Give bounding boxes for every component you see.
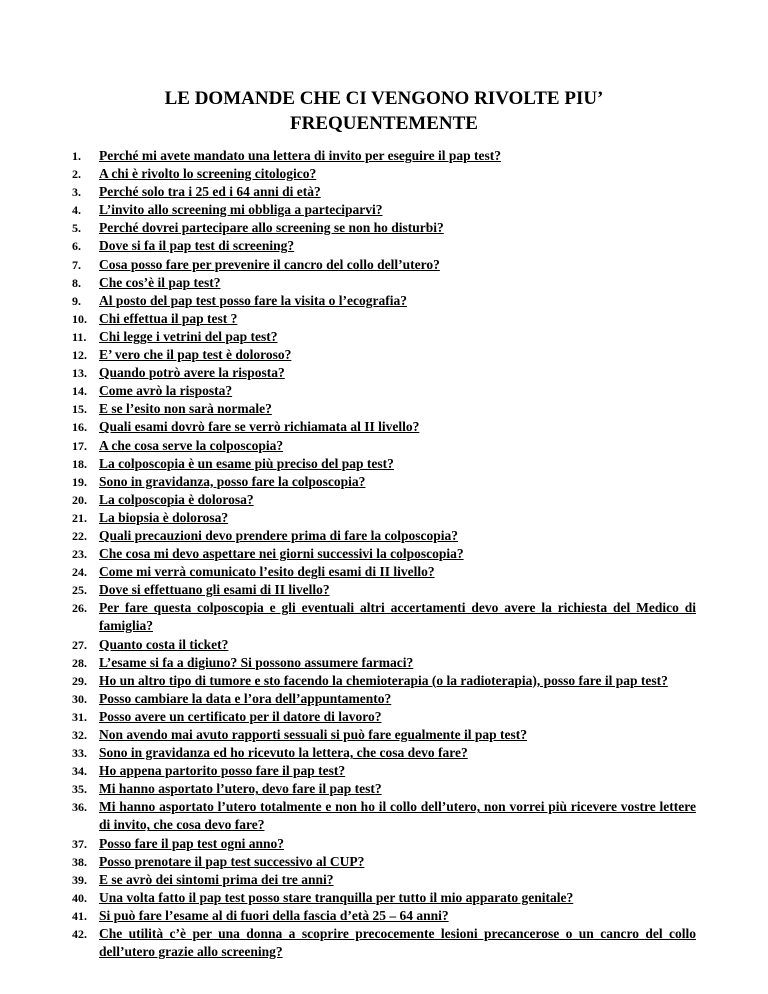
faq-item-number: 31. xyxy=(72,709,87,724)
faq-item xyxy=(72,455,696,473)
faq-item xyxy=(72,581,696,599)
faq-item-number: 32. xyxy=(72,728,87,742)
faq-item-number: 40. xyxy=(72,890,87,905)
faq-item-number: 2. xyxy=(72,167,81,182)
faq-item-number: 9. xyxy=(72,293,81,308)
faq-item-number: 14. xyxy=(72,384,87,399)
faq-item-number: 1. xyxy=(72,149,81,163)
faq-item xyxy=(72,400,696,418)
faq-item-number: 18. xyxy=(72,456,87,471)
faq-question-link[interactable]: Mi hanno asportato l’utero, devo fare il pap test? xyxy=(99,781,382,797)
faq-item xyxy=(72,147,696,165)
faq-item-number: 39. xyxy=(72,872,87,887)
faq-item xyxy=(72,798,696,834)
faq-item xyxy=(72,437,696,455)
faq-question-link[interactable]: Dove si effettuano gli esami di II livello? xyxy=(99,582,330,598)
faq-item xyxy=(72,907,696,925)
faq-item-number: 20. xyxy=(72,492,87,507)
faq-question-link[interactable]: E se l’esito non sarà normale? xyxy=(99,401,272,417)
faq-item-number: 24. xyxy=(72,565,87,580)
faq-item xyxy=(72,418,696,436)
faq-question-link[interactable]: Dove si fa il pap test di screening? xyxy=(99,238,295,254)
faq-question-link[interactable]: Quali precauzioni devo prendere prima di fare la colposcopia? xyxy=(99,527,459,543)
faq-question-link[interactable]: Posso avere un certificato per il datore di lavoro? xyxy=(99,708,382,724)
faq-item-number: 15. xyxy=(72,402,87,417)
faq-item-number: 33. xyxy=(72,746,87,761)
faq-item-number: 42. xyxy=(72,927,87,942)
faq-item-number: 21. xyxy=(72,510,87,525)
faq-item xyxy=(72,654,696,672)
faq-question-link[interactable]: Per fare questa colposcopia e gli eventuali altri accertamenti devo avere la richiesta del Medico di famiglia? xyxy=(99,600,696,634)
faq-item xyxy=(72,545,696,563)
faq-item-number: 28. xyxy=(72,655,87,670)
faq-item-number: 5. xyxy=(72,221,81,236)
faq-item xyxy=(72,690,696,708)
faq-item xyxy=(72,672,696,690)
faq-item xyxy=(72,473,696,491)
faq-item-number: 25. xyxy=(72,583,87,598)
faq-item-number: 17. xyxy=(72,438,87,453)
faq-item xyxy=(72,835,696,853)
faq-item-number: 26. xyxy=(72,601,87,616)
faq-item xyxy=(72,364,696,382)
faq-question-link[interactable]: Non avendo mai avuto rapporti sessuali si può fare egualmente il pap test? xyxy=(99,727,528,742)
faq-item xyxy=(72,780,696,798)
faq-question-link[interactable]: Sono in gravidanza, posso fare la colposcopia? xyxy=(99,473,366,489)
faq-item xyxy=(72,219,696,237)
faq-item xyxy=(72,563,696,581)
faq-question-link[interactable]: Chi legge i vetrini del pap test? xyxy=(99,328,278,344)
faq-item-number: 35. xyxy=(72,782,87,797)
faq-question-link[interactable]: Mi hanno asportato l’utero totalmente e non ho il collo dell’utero, non vorrei più ricevere vostre lettere di invito, che cosa devo fare? xyxy=(99,799,696,833)
faq-item xyxy=(72,889,696,907)
faq-item-number: 13. xyxy=(72,366,87,381)
faq-item xyxy=(72,491,696,509)
faq-item xyxy=(72,201,696,219)
faq-question-link[interactable]: Cosa posso fare per prevenire il cancro del collo dell’utero? xyxy=(99,256,440,272)
faq-question-link[interactable]: Quali esami dovrò fare se verrò richiamata al II livello? xyxy=(99,419,420,435)
faq-question-link[interactable]: Al posto del pap test posso fare la visita o l’ecografia? xyxy=(99,292,407,308)
faq-item xyxy=(72,853,696,871)
faq-item-number: 29. xyxy=(72,673,87,688)
faq-question-link[interactable]: A che cosa serve la colposcopia? xyxy=(99,437,284,453)
faq-item xyxy=(72,328,696,346)
faq-question-link[interactable]: Quando potrò avere la risposta? xyxy=(99,365,285,381)
faq-item xyxy=(72,708,696,726)
faq-question-link[interactable]: Che utilità c’è per una donna a scoprire precocemente lesioni precancerose o un cancro del collo dell’utero grazie allo screening? xyxy=(99,926,696,960)
faq-item-number: 30. xyxy=(72,691,87,706)
faq-question-link[interactable]: La colposcopia è un esame più preciso del pap test? xyxy=(99,455,394,471)
faq-item xyxy=(72,726,696,744)
faq-item xyxy=(72,509,696,527)
faq-item-number: 7. xyxy=(72,257,81,272)
faq-item xyxy=(72,256,696,274)
faq-question-link[interactable]: Ho appena partorito posso fare il pap test? xyxy=(99,763,346,779)
faq-question-link[interactable]: L’invito allo screening mi obbliga a parteciparvi? xyxy=(99,202,383,218)
faq-item xyxy=(72,183,696,201)
faq-question-link[interactable]: Che cosa mi devo aspettare nei giorni successivi la colposcopia? xyxy=(99,546,464,562)
faq-item xyxy=(72,762,696,780)
faq-question-link[interactable]: La colposcopia è dolorosa? xyxy=(99,491,254,507)
faq-item-number: 6. xyxy=(72,239,81,254)
faq-item-number: 36. xyxy=(72,800,87,815)
faq-question-link[interactable]: Si può fare l’esame al di fuori della fascia d’età 25 – 64 anni? xyxy=(99,907,449,923)
faq-item xyxy=(72,310,696,328)
faq-question-link[interactable]: Perché mi avete mandato una lettera di invito per eseguire il pap test? xyxy=(99,148,501,163)
faq-item-number: 4. xyxy=(72,203,81,218)
faq-question-link[interactable]: L’esame si fa a digiuno? Si possono assumere farmaci? xyxy=(99,654,414,670)
faq-item xyxy=(72,636,696,654)
faq-item-number: 37. xyxy=(72,836,87,851)
faq-item-number: 12. xyxy=(72,348,87,363)
faq-item xyxy=(72,382,696,400)
faq-item xyxy=(72,346,696,364)
faq-item-number: 27. xyxy=(72,637,87,652)
faq-question-link[interactable]: La biopsia è dolorosa? xyxy=(99,509,229,525)
faq-question-link[interactable]: A chi è rivolto lo screening citologico? xyxy=(99,166,317,182)
page-title xyxy=(0,86,768,136)
faq-question-link[interactable]: Come avrò la risposta? xyxy=(99,383,233,399)
faq-item-number: 22. xyxy=(72,528,87,543)
faq-item xyxy=(72,871,696,889)
faq-item xyxy=(72,744,696,762)
faq-item xyxy=(72,292,696,310)
faq-question-link[interactable]: Posso prenotare il pap test successivo al CUP? xyxy=(99,853,365,869)
faq-question-link[interactable]: Posso fare il pap test ogni anno? xyxy=(99,835,285,851)
faq-item xyxy=(72,599,696,635)
faq-question-link[interactable]: Che cos’è il pap test? xyxy=(99,274,221,290)
faq-item-number: 11. xyxy=(72,329,87,344)
page-title-line-2: FREQUENTEMENTE xyxy=(290,113,478,134)
faq-question-link[interactable]: Quanto costa il ticket? xyxy=(99,636,229,652)
faq-item-number: 8. xyxy=(72,275,81,290)
faq-item-number: 23. xyxy=(72,547,87,562)
faq-question-link[interactable]: Perché dovrei partecipare allo screening se non ho disturbi? xyxy=(99,220,444,236)
faq-item-number: 10. xyxy=(72,311,87,326)
faq-question-link[interactable]: Sono in gravidanza ed ho ricevuto la lettera, che cosa devo fare? xyxy=(99,745,468,761)
faq-item xyxy=(72,165,696,183)
faq-question-link[interactable]: Ho un altro tipo di tumore e sto facendo la chemioterapia (o la radioterapia), posso fare il pap test? xyxy=(99,672,668,688)
faq-list xyxy=(72,147,696,961)
faq-question-link[interactable]: Una volta fatto il pap test posso stare tranquilla per tutto il mio apparato genitale? xyxy=(99,889,574,905)
faq-question-link[interactable]: Perché solo tra i 25 ed i 64 anni di età? xyxy=(99,184,321,200)
faq-item xyxy=(72,274,696,292)
faq-question-link[interactable]: E se avrò dei sintomi prima dei tre anni? xyxy=(99,871,334,887)
faq-item-number: 19. xyxy=(72,474,87,489)
faq-item-number: 3. xyxy=(72,185,81,200)
faq-question-link[interactable]: E’ vero che il pap test è doloroso? xyxy=(99,347,292,363)
faq-item xyxy=(72,237,696,255)
faq-item xyxy=(72,527,696,545)
faq-item-number: 38. xyxy=(72,854,87,869)
faq-item-number: 41. xyxy=(72,908,87,923)
faq-item xyxy=(72,925,696,961)
faq-item-number: 34. xyxy=(72,764,87,779)
faq-question-link[interactable]: Chi effettua il pap test ? xyxy=(99,310,238,326)
page-title-line-1: LE DOMANDE CHE CI VENGONO RIVOLTE PIU’ xyxy=(164,88,604,109)
faq-question-link[interactable]: Posso cambiare la data e l’ora dell’appuntamento? xyxy=(99,690,392,706)
faq-question-link[interactable]: Come mi verrà comunicato l’esito degli esami di II livello? xyxy=(99,564,435,580)
faq-item-number: 16. xyxy=(72,420,87,435)
